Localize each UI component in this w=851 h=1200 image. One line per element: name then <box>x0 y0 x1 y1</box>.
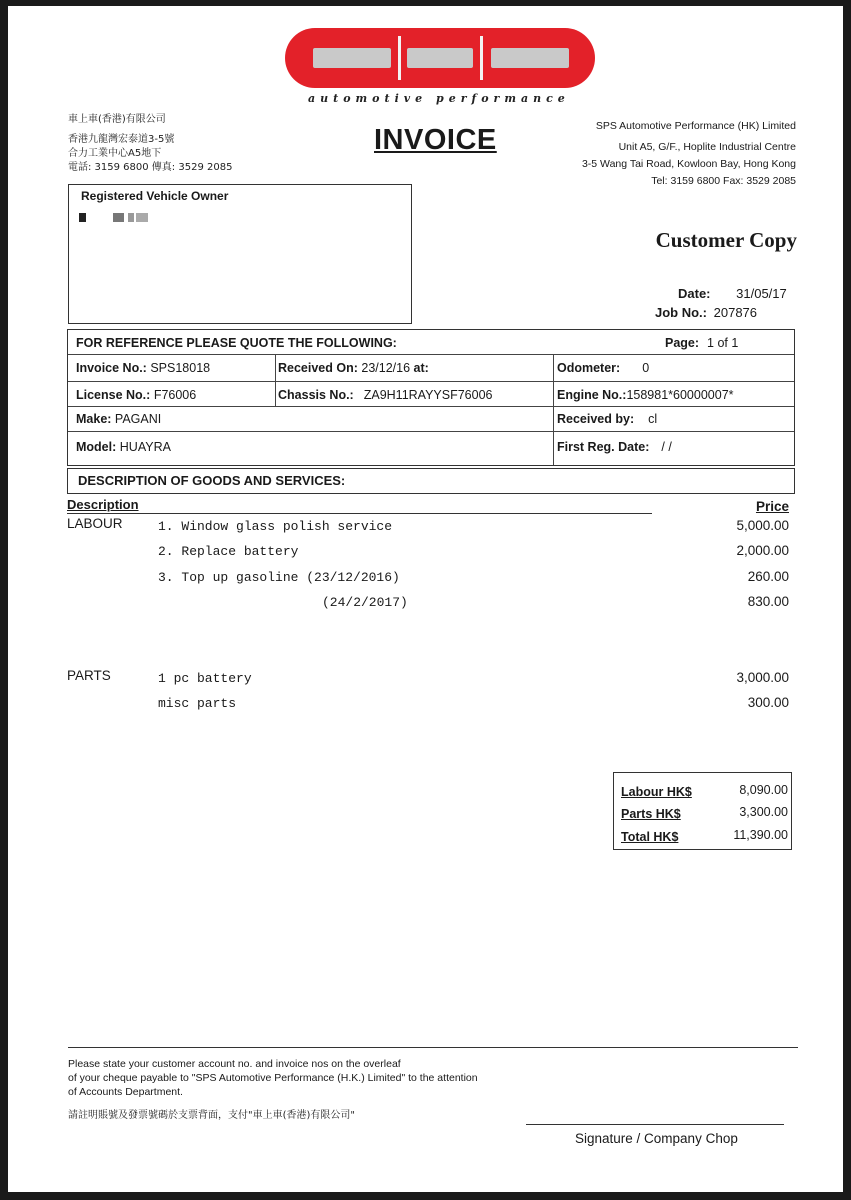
page-number: Page: 1 of 1 <box>665 336 739 350</box>
model: Model: HUAYRA <box>76 440 171 454</box>
job-value: 207876 <box>713 305 758 320</box>
company-chinese-address2: 合力工業中心A5地下 <box>68 148 162 159</box>
company-english-address2: 3-5 Wang Tai Road, Kowloon Bay, Hong Kong <box>581 158 796 170</box>
invoice-number: Invoice No.: SPS18018 <box>76 361 211 375</box>
company-chinese-phone: 電話: 3159 6800 傳真: 3529 2085 <box>68 162 233 173</box>
owner-label: Registered Vehicle Owner <box>81 189 229 203</box>
logo-separator <box>480 36 483 80</box>
logo-letter-p <box>407 48 473 68</box>
job-row <box>655 305 757 320</box>
line-item-price: 2,000.00 <box>736 543 789 558</box>
line-item: 1. Window glass polish service <box>158 519 393 534</box>
make: Make: PAGANI <box>76 412 162 426</box>
logo-letter-s2 <box>491 48 569 68</box>
description-column-header: Description <box>67 497 139 512</box>
grand-total-label: Total HK$ <box>621 830 679 844</box>
line-item-price: 300.00 <box>747 695 789 710</box>
line-item-price: 260.00 <box>747 569 789 584</box>
received-on: Received On: 23/12/16 at: <box>278 361 429 375</box>
table-rule <box>68 406 794 407</box>
reference-heading: FOR REFERENCE PLEASE QUOTE THE FOLLOWING: <box>76 336 397 350</box>
line-item-price: 5,000.00 <box>736 518 789 533</box>
logo-separator <box>398 36 401 80</box>
table-rule <box>68 431 794 432</box>
signature-rule <box>526 1124 784 1125</box>
reference-table <box>67 329 795 466</box>
redacted-text <box>136 213 148 222</box>
date-label: Date: <box>678 286 711 301</box>
sps-logo <box>285 28 595 88</box>
parts-total-value: 3,300.00 <box>739 805 788 819</box>
company-chinese-name: 車上車(香港)有限公司 <box>68 114 166 125</box>
logo-tagline: automotive performance <box>308 92 570 105</box>
table-rule <box>68 381 794 382</box>
table-rule <box>275 354 276 407</box>
line-item: (24/2/2017) <box>322 595 408 610</box>
labour-total-value: 8,090.00 <box>739 783 788 797</box>
parts-label: PARTS <box>67 668 111 683</box>
first-reg-date: First Reg. Date: / / <box>557 440 672 454</box>
labour-label: LABOUR <box>67 516 123 531</box>
job-label: Job No.: <box>655 305 707 320</box>
logo-letter-s1 <box>313 48 391 68</box>
company-english-phone: Tel: 3159 6800 Fax: 3529 2085 <box>651 175 796 187</box>
company-english-name: SPS Automotive Performance (HK) Limited <box>595 120 796 132</box>
totals-box <box>613 772 792 850</box>
goods-heading-box <box>67 468 795 494</box>
grand-total-value: 11,390.00 <box>733 828 788 842</box>
engine-number: Engine No.:158981*60000007* <box>557 388 734 402</box>
line-item: misc parts <box>158 696 237 711</box>
footer-line: of Accounts Department. <box>68 1086 183 1098</box>
date-value: 31/05/17 <box>736 286 787 301</box>
company-english-address1: Unit A5, G/F., Hoplite Industrial Centre <box>618 141 796 153</box>
line-item-price: 3,000.00 <box>736 670 789 685</box>
redacted-text <box>128 213 134 222</box>
line-item: 1 pc battery <box>158 671 252 686</box>
goods-heading: DESCRIPTION OF GOODS AND SERVICES: <box>78 473 346 488</box>
odometer: Odometer: 0 <box>557 361 650 375</box>
signature-label: Signature / Company Chop <box>575 1131 738 1146</box>
license-number: License No.: F76006 <box>76 388 197 402</box>
redacted-text <box>113 213 124 222</box>
parts-total-label: Parts HK$ <box>621 807 681 821</box>
line-item: 2. Replace battery <box>158 544 299 559</box>
company-english-block <box>582 118 796 190</box>
invoice-page <box>8 6 843 1192</box>
price-column-header: Price <box>755 499 789 514</box>
owner-box <box>68 184 412 324</box>
table-rule <box>68 354 794 355</box>
labour-total-label: Labour HK$ <box>621 785 692 799</box>
footer-chinese-line: 請註明賬號及發票號碼於支票背面，支付"車上車(香港)有限公司" <box>68 1110 356 1121</box>
footer-notice <box>68 1057 478 1099</box>
footer-line: of your cheque payable to "SPS Automotive Performance (H.K.) Limited" to the attention <box>68 1072 478 1084</box>
chassis-number: Chassis No.: ZA9H11RAYYSF76006 <box>278 388 493 402</box>
description-rule <box>67 513 652 514</box>
footer-line: Please state your customer account no. and invoice nos on the overleaf <box>68 1058 401 1070</box>
table-rule <box>553 354 554 465</box>
line-item: 3. Top up gasoline (23/12/2016) <box>158 570 400 585</box>
redacted-text <box>79 213 86 222</box>
received-by: Received by: cl <box>557 412 658 426</box>
line-item-price: 830.00 <box>747 594 789 609</box>
footer-rule <box>68 1047 798 1048</box>
date-row <box>678 286 787 301</box>
copy-type: Customer Copy <box>655 228 797 252</box>
page-title: INVOICE <box>374 124 497 156</box>
company-chinese-address1: 香港九龍灣宏泰道3-5號 <box>68 134 175 145</box>
company-chinese-block <box>68 113 232 175</box>
